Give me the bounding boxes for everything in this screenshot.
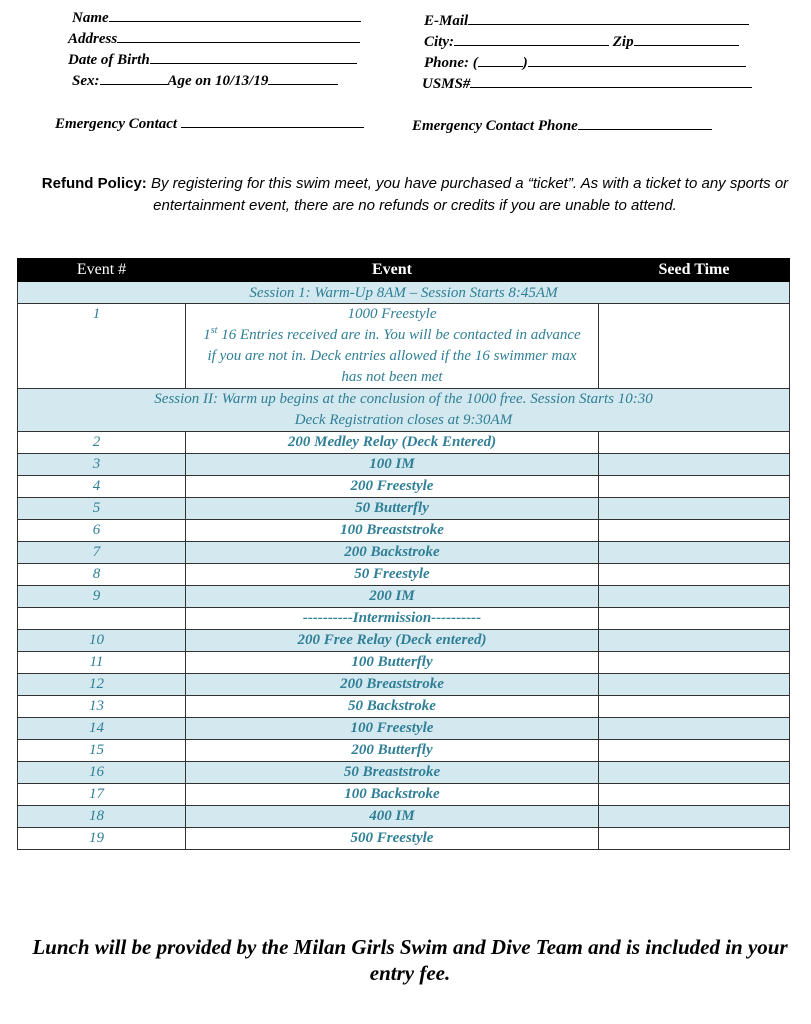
session-1-text: Session 1: Warm-Up 8AM – Session Starts 8:45AM bbox=[18, 282, 790, 304]
seed-time-cell[interactable] bbox=[599, 630, 790, 652]
age-label: Age on 10/13/19 bbox=[167, 73, 269, 89]
emergency-phone-field[interactable] bbox=[412, 116, 712, 135]
session-2-cell bbox=[18, 389, 790, 432]
event-number: 12 bbox=[18, 674, 186, 696]
emergency-phone-label: Emergency Contact Phone bbox=[412, 118, 578, 134]
refund-policy bbox=[30, 173, 800, 217]
refund-policy-label: Refund Policy: bbox=[41, 175, 147, 192]
table-row bbox=[18, 476, 790, 498]
seed-time-cell[interactable] bbox=[599, 806, 790, 828]
seed-time-cell[interactable] bbox=[599, 696, 790, 718]
header-event: Event bbox=[186, 259, 599, 282]
seed-time-cell[interactable] bbox=[599, 652, 790, 674]
event-name: 200 Freestyle bbox=[186, 476, 599, 498]
seed-time-cell[interactable] bbox=[599, 784, 790, 806]
zip-label: Zip bbox=[612, 34, 634, 50]
emergency-phone-line[interactable] bbox=[578, 116, 712, 130]
seed-time-cell[interactable] bbox=[599, 674, 790, 696]
session-2-line1: Session II: Warm up begins at the conclusion of the 1000 free. Session Starts 10:30 bbox=[154, 391, 653, 407]
email-field[interactable] bbox=[424, 11, 749, 30]
table-row bbox=[18, 498, 790, 520]
event-number: 8 bbox=[18, 564, 186, 586]
refund-policy-text: By registering for this swim meet, you have purchased a “ticket”. As with a ticket to any sports or entertainment event, there are no refunds or credits if you are unable to attend. bbox=[146, 175, 789, 214]
event-name: 200 Medley Relay (Deck Entered) bbox=[186, 432, 599, 454]
event-name: ----------Intermission---------- bbox=[186, 608, 599, 630]
event-number bbox=[18, 608, 186, 630]
seed-time-cell[interactable] bbox=[599, 542, 790, 564]
name-field[interactable] bbox=[72, 8, 361, 27]
event-1-row bbox=[18, 304, 790, 389]
sex-line[interactable] bbox=[100, 71, 168, 85]
event-1-seed-time[interactable] bbox=[599, 304, 790, 389]
event-name: 50 Backstroke bbox=[186, 696, 599, 718]
event-name: 50 Breaststroke bbox=[186, 762, 599, 784]
event-name: 100 Breaststroke bbox=[186, 520, 599, 542]
phone-close: ) bbox=[522, 55, 528, 71]
header-event-number: Event # bbox=[18, 259, 186, 282]
session-2-row bbox=[18, 389, 790, 432]
name-line[interactable] bbox=[109, 8, 361, 22]
event-name: 100 Butterfly bbox=[186, 652, 599, 674]
email-line[interactable] bbox=[468, 11, 749, 25]
event-number: 5 bbox=[18, 498, 186, 520]
table-row bbox=[18, 586, 790, 608]
event-name: 500 Freestyle bbox=[186, 828, 599, 850]
event-number: 3 bbox=[18, 454, 186, 476]
usms-line[interactable] bbox=[470, 74, 752, 88]
event-number: 14 bbox=[18, 718, 186, 740]
event-1-cell bbox=[186, 304, 599, 389]
event-1-name: 1000 Freestyle bbox=[347, 306, 437, 322]
city-line[interactable] bbox=[454, 32, 609, 46]
city-label: City: bbox=[424, 34, 454, 50]
event-name: 200 Butterfly bbox=[186, 740, 599, 762]
lunch-note: Lunch will be provided by the Milan Girls Swim and Dive Team and is included in your entry fee. bbox=[32, 935, 788, 985]
event-name: 200 Breaststroke bbox=[186, 674, 599, 696]
event-number: 9 bbox=[18, 586, 186, 608]
table-row bbox=[18, 806, 790, 828]
seed-time-cell[interactable] bbox=[599, 762, 790, 784]
phone-label: Phone: ( bbox=[424, 55, 478, 71]
event-number: 10 bbox=[18, 630, 186, 652]
seed-time-cell[interactable] bbox=[599, 608, 790, 630]
table-row bbox=[18, 828, 790, 850]
event-name: 50 Freestyle bbox=[186, 564, 599, 586]
seed-time-cell[interactable] bbox=[599, 740, 790, 762]
table-header-row bbox=[18, 259, 790, 282]
events-table bbox=[17, 258, 790, 850]
seed-time-cell[interactable] bbox=[599, 718, 790, 740]
city-zip-field[interactable] bbox=[424, 32, 739, 51]
event-number: 2 bbox=[18, 432, 186, 454]
emergency-contact-field[interactable] bbox=[55, 114, 364, 133]
table-row bbox=[18, 762, 790, 784]
event-number: 19 bbox=[18, 828, 186, 850]
usms-field[interactable] bbox=[422, 74, 752, 93]
event-1-note-text: 16 Entries received are in. You will be contacted in advance if you are not in. Deck entries allowed if the 16 swimmer max has not been met bbox=[207, 327, 581, 385]
table-row bbox=[18, 652, 790, 674]
event-name: 100 Backstroke bbox=[186, 784, 599, 806]
table-row bbox=[18, 564, 790, 586]
table-row bbox=[18, 520, 790, 542]
phone-line[interactable] bbox=[528, 53, 746, 67]
event-1-note-sup: st bbox=[210, 325, 218, 336]
dob-label: Date of Birth bbox=[68, 52, 150, 68]
table-row bbox=[18, 432, 790, 454]
event-number: 11 bbox=[18, 652, 186, 674]
dob-field[interactable] bbox=[68, 50, 357, 69]
dob-line[interactable] bbox=[150, 50, 357, 64]
event-number: 17 bbox=[18, 784, 186, 806]
event-number: 13 bbox=[18, 696, 186, 718]
usms-label: USMS# bbox=[422, 76, 471, 92]
event-number: 18 bbox=[18, 806, 186, 828]
address-label: Address bbox=[68, 31, 118, 47]
sex-label: Sex: bbox=[72, 73, 100, 89]
event-number: 16 bbox=[18, 762, 186, 784]
table-row bbox=[18, 784, 790, 806]
phone-field[interactable] bbox=[424, 53, 746, 72]
table-row bbox=[18, 630, 790, 652]
event-number: 15 bbox=[18, 740, 186, 762]
table-row bbox=[18, 696, 790, 718]
event-number: 7 bbox=[18, 542, 186, 564]
seed-time-cell[interactable] bbox=[599, 432, 790, 454]
event-name: 200 IM bbox=[186, 586, 599, 608]
email-label: E-Mail bbox=[424, 13, 469, 29]
table-row bbox=[18, 718, 790, 740]
table-row bbox=[18, 454, 790, 476]
seed-time-cell[interactable] bbox=[599, 454, 790, 476]
area-code-line[interactable] bbox=[478, 53, 523, 67]
event-1-note-ordinal: 1 bbox=[203, 327, 211, 343]
address-line[interactable] bbox=[117, 29, 360, 43]
session-2-line2: Deck Registration closes at 9:30AM bbox=[294, 412, 513, 428]
seed-time-cell[interactable] bbox=[599, 586, 790, 608]
table-row bbox=[18, 542, 790, 564]
seed-time-cell[interactable] bbox=[599, 564, 790, 586]
seed-time-cell[interactable] bbox=[599, 828, 790, 850]
age-line[interactable] bbox=[268, 71, 338, 85]
name-label: Name bbox=[72, 10, 109, 26]
event-name: 100 Freestyle bbox=[186, 718, 599, 740]
header-seed-time: Seed Time bbox=[599, 259, 790, 282]
emergency-contact-label: Emergency Contact bbox=[55, 116, 178, 132]
event-name: 200 Backstroke bbox=[186, 542, 599, 564]
table-row bbox=[18, 608, 790, 630]
sex-age-field[interactable] bbox=[72, 71, 338, 90]
event-name: 50 Butterfly bbox=[186, 498, 599, 520]
table-row bbox=[18, 740, 790, 762]
seed-time-cell[interactable] bbox=[599, 498, 790, 520]
table-row bbox=[18, 674, 790, 696]
address-field[interactable] bbox=[68, 29, 360, 48]
event-1-number: 1 bbox=[18, 304, 186, 389]
event-1-note bbox=[198, 325, 586, 388]
event-number: 6 bbox=[18, 520, 186, 542]
event-number: 4 bbox=[18, 476, 186, 498]
event-name: 200 Free Relay (Deck entered) bbox=[186, 630, 599, 652]
seed-time-cell[interactable] bbox=[599, 520, 790, 542]
session-1-row bbox=[18, 282, 790, 304]
seed-time-cell[interactable] bbox=[599, 476, 790, 498]
zip-line[interactable] bbox=[634, 32, 739, 46]
event-name: 400 IM bbox=[186, 806, 599, 828]
event-name: 100 IM bbox=[186, 454, 599, 476]
emergency-contact-line[interactable] bbox=[181, 114, 364, 128]
